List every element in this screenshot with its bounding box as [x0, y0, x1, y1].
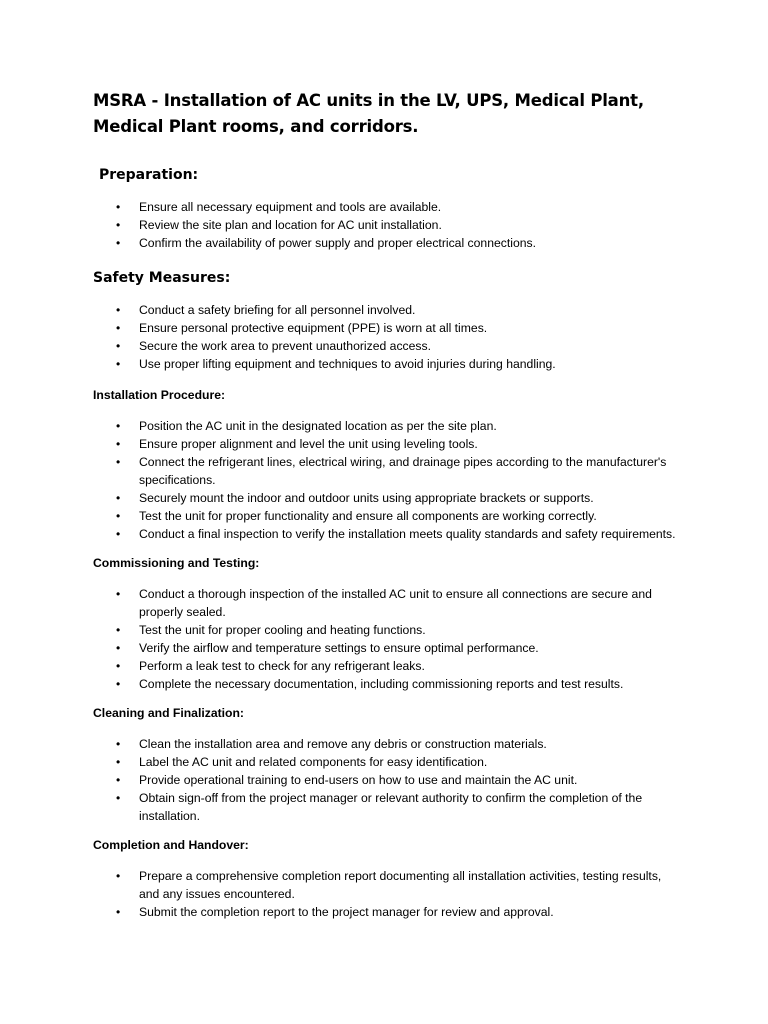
heading-installation-procedure: Installation Procedure: — [93, 388, 226, 402]
bullet-icon: • — [116, 755, 121, 769]
list-item-text: Conduct a final inspection to verify the installation meets quality standards and safety requirements. — [139, 527, 676, 541]
list-item-text: Use proper lifting equipment and techniques to avoid injuries during handling. — [139, 357, 556, 371]
bullet-icon: • — [116, 236, 121, 250]
list-item — [93, 198, 678, 216]
list-item — [93, 639, 678, 657]
bullet-icon: • — [116, 491, 121, 505]
list-item-text: Test the unit for proper functionality and ensure all components are working correctly. — [139, 509, 597, 523]
list-item — [93, 585, 678, 621]
list-item — [93, 216, 678, 234]
list-installation-procedure — [93, 417, 678, 543]
list-item-text: Connect the refrigerant lines, electrical wiring, and drainage pipes according to the manufacturer's specifications. — [139, 455, 667, 487]
list-item-text: Conduct a thorough inspection of the installed AC unit to ensure all connections are secure and properly sealed. — [139, 587, 652, 619]
list-item — [93, 657, 678, 675]
list-item — [93, 771, 678, 789]
list-item-text: Provide operational training to end-users on how to use and maintain the AC unit. — [139, 773, 578, 787]
list-item-text: Perform a leak test to check for any refrigerant leaks. — [139, 659, 425, 673]
bullet-icon: • — [116, 321, 121, 335]
list-item — [93, 301, 678, 319]
list-item-text: Submit the completion report to the project manager for review and approval. — [139, 905, 554, 919]
bullet-icon: • — [116, 587, 121, 601]
list-item-text: Review the site plan and location for AC unit installation. — [139, 218, 442, 232]
bullet-icon: • — [116, 527, 121, 541]
bullet-icon: • — [116, 437, 121, 451]
list-item — [93, 453, 678, 489]
heading-preparation: Preparation: — [99, 167, 199, 183]
bullet-icon: • — [116, 357, 121, 371]
list-item — [93, 867, 678, 903]
list-item-text: Confirm the availability of power supply and proper electrical connections. — [139, 236, 536, 250]
list-item — [93, 621, 678, 639]
bullet-icon: • — [116, 737, 121, 751]
list-completion-handover — [93, 867, 678, 921]
list-item-text: Prepare a comprehensive completion report documenting all installation activities, testing results, and any issues encountered. — [139, 869, 662, 901]
list-item — [93, 234, 678, 252]
list-item-text: Complete the necessary documentation, including commissioning reports and test results. — [139, 677, 624, 691]
list-item-text: Ensure personal protective equipment (PPE) is worn at all times. — [139, 321, 488, 335]
list-item — [93, 435, 678, 453]
list-item — [93, 675, 678, 693]
heading-safety-measures: Safety Measures: — [93, 270, 231, 286]
bullet-icon: • — [116, 623, 121, 637]
list-safety-measures — [93, 301, 678, 373]
bullet-icon: • — [116, 200, 121, 214]
bullet-icon: • — [116, 509, 121, 523]
list-item — [93, 489, 678, 507]
list-item-text: Ensure proper alignment and level the unit using leveling tools. — [139, 437, 478, 451]
document-title: MSRA - Installation of AC units in the LV, UPS, Medical Plant, Medical Plant rooms, and corridors. — [93, 91, 644, 136]
heading-commissioning-testing: Commissioning and Testing: — [93, 556, 260, 570]
heading-cleaning-finalization: Cleaning and Finalization: — [93, 706, 244, 720]
bullet-icon: • — [116, 419, 121, 433]
bullet-icon: • — [116, 641, 121, 655]
bullet-icon: • — [116, 218, 121, 232]
heading-completion-handover: Completion and Handover: — [93, 838, 249, 852]
bullet-icon: • — [116, 905, 121, 919]
list-item-text: Position the AC unit in the designated location as per the site plan. — [139, 419, 497, 433]
bullet-icon: • — [116, 303, 121, 317]
bullet-icon: • — [116, 773, 121, 787]
bullet-icon: • — [116, 791, 121, 805]
list-item-text: Conduct a safety briefing for all personnel involved. — [139, 303, 416, 317]
list-item-text: Clean the installation area and remove any debris or construction materials. — [139, 737, 547, 751]
list-item — [93, 735, 678, 753]
list-item-text: Ensure all necessary equipment and tools are available. — [139, 200, 442, 214]
list-item-text: Obtain sign-off from the project manager or relevant authority to confirm the completion of the installation. — [139, 791, 643, 823]
bullet-icon: • — [116, 339, 121, 353]
list-item-text: Secure the work area to prevent unauthorized access. — [139, 339, 431, 353]
list-item — [93, 417, 678, 435]
list-item — [93, 789, 678, 825]
list-cleaning-finalization — [93, 735, 678, 825]
bullet-icon: • — [116, 677, 121, 691]
bullet-icon: • — [116, 869, 121, 883]
list-item-text: Label the AC unit and related components for easy identification. — [139, 755, 488, 769]
list-item-text: Test the unit for proper cooling and heating functions. — [139, 623, 426, 637]
bullet-icon: • — [116, 659, 121, 673]
list-item-text: Verify the airflow and temperature settings to ensure optimal performance. — [139, 641, 539, 655]
list-item — [93, 355, 678, 373]
list-item — [93, 753, 678, 771]
list-item — [93, 525, 678, 543]
list-preparation — [93, 198, 678, 252]
list-item — [93, 337, 678, 355]
bullet-icon: • — [116, 455, 121, 469]
list-commissioning-testing — [93, 585, 678, 693]
list-item — [93, 903, 678, 921]
list-item — [93, 319, 678, 337]
list-item — [93, 507, 678, 525]
list-item-text: Securely mount the indoor and outdoor units using appropriate brackets or supports. — [139, 491, 594, 505]
